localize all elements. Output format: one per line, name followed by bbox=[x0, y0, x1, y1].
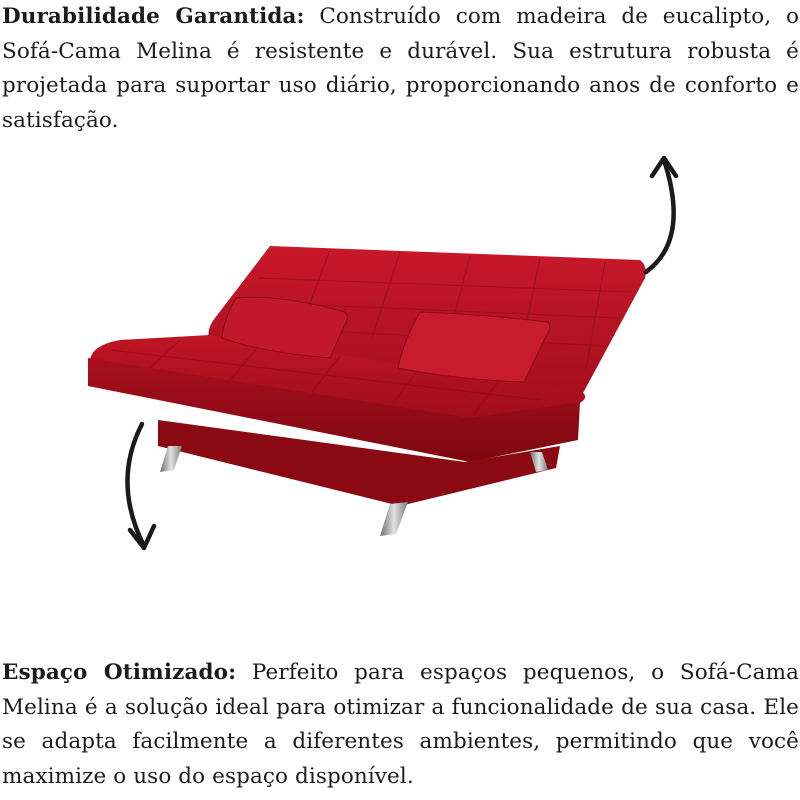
space-paragraph bbox=[2, 656, 799, 794]
durability-paragraph bbox=[2, 0, 799, 138]
curved-arrow-up-icon bbox=[646, 158, 676, 272]
sofa-leg bbox=[160, 446, 182, 472]
sofa-leg bbox=[380, 502, 408, 536]
space-heading: Espaço Otimizado: bbox=[2, 660, 237, 685]
durability-text: Construído com madeira de eucalipto, o Sofá-Cama Melina é resistente e durável. Sua estrutura robusta é projetada para suportar uso diário, proporcionando anos de conforto e satisfação. bbox=[2, 4, 799, 133]
sofa-bed-image bbox=[88, 246, 646, 536]
curved-arrow-down-icon bbox=[127, 424, 154, 548]
product-illustration bbox=[0, 150, 800, 580]
cushion-right bbox=[398, 312, 550, 382]
durability-heading: Durabilidade Garantida: bbox=[2, 4, 305, 29]
space-text: Perfeito para espaços pequenos, o Sofá-Cama Melina é a solução ideal para otimizar a funcionalidade de sua casa. Ele se adapta facilmente a diferentes ambientes, permitindo que você maximize o uso do espaço disponível. bbox=[2, 660, 799, 789]
